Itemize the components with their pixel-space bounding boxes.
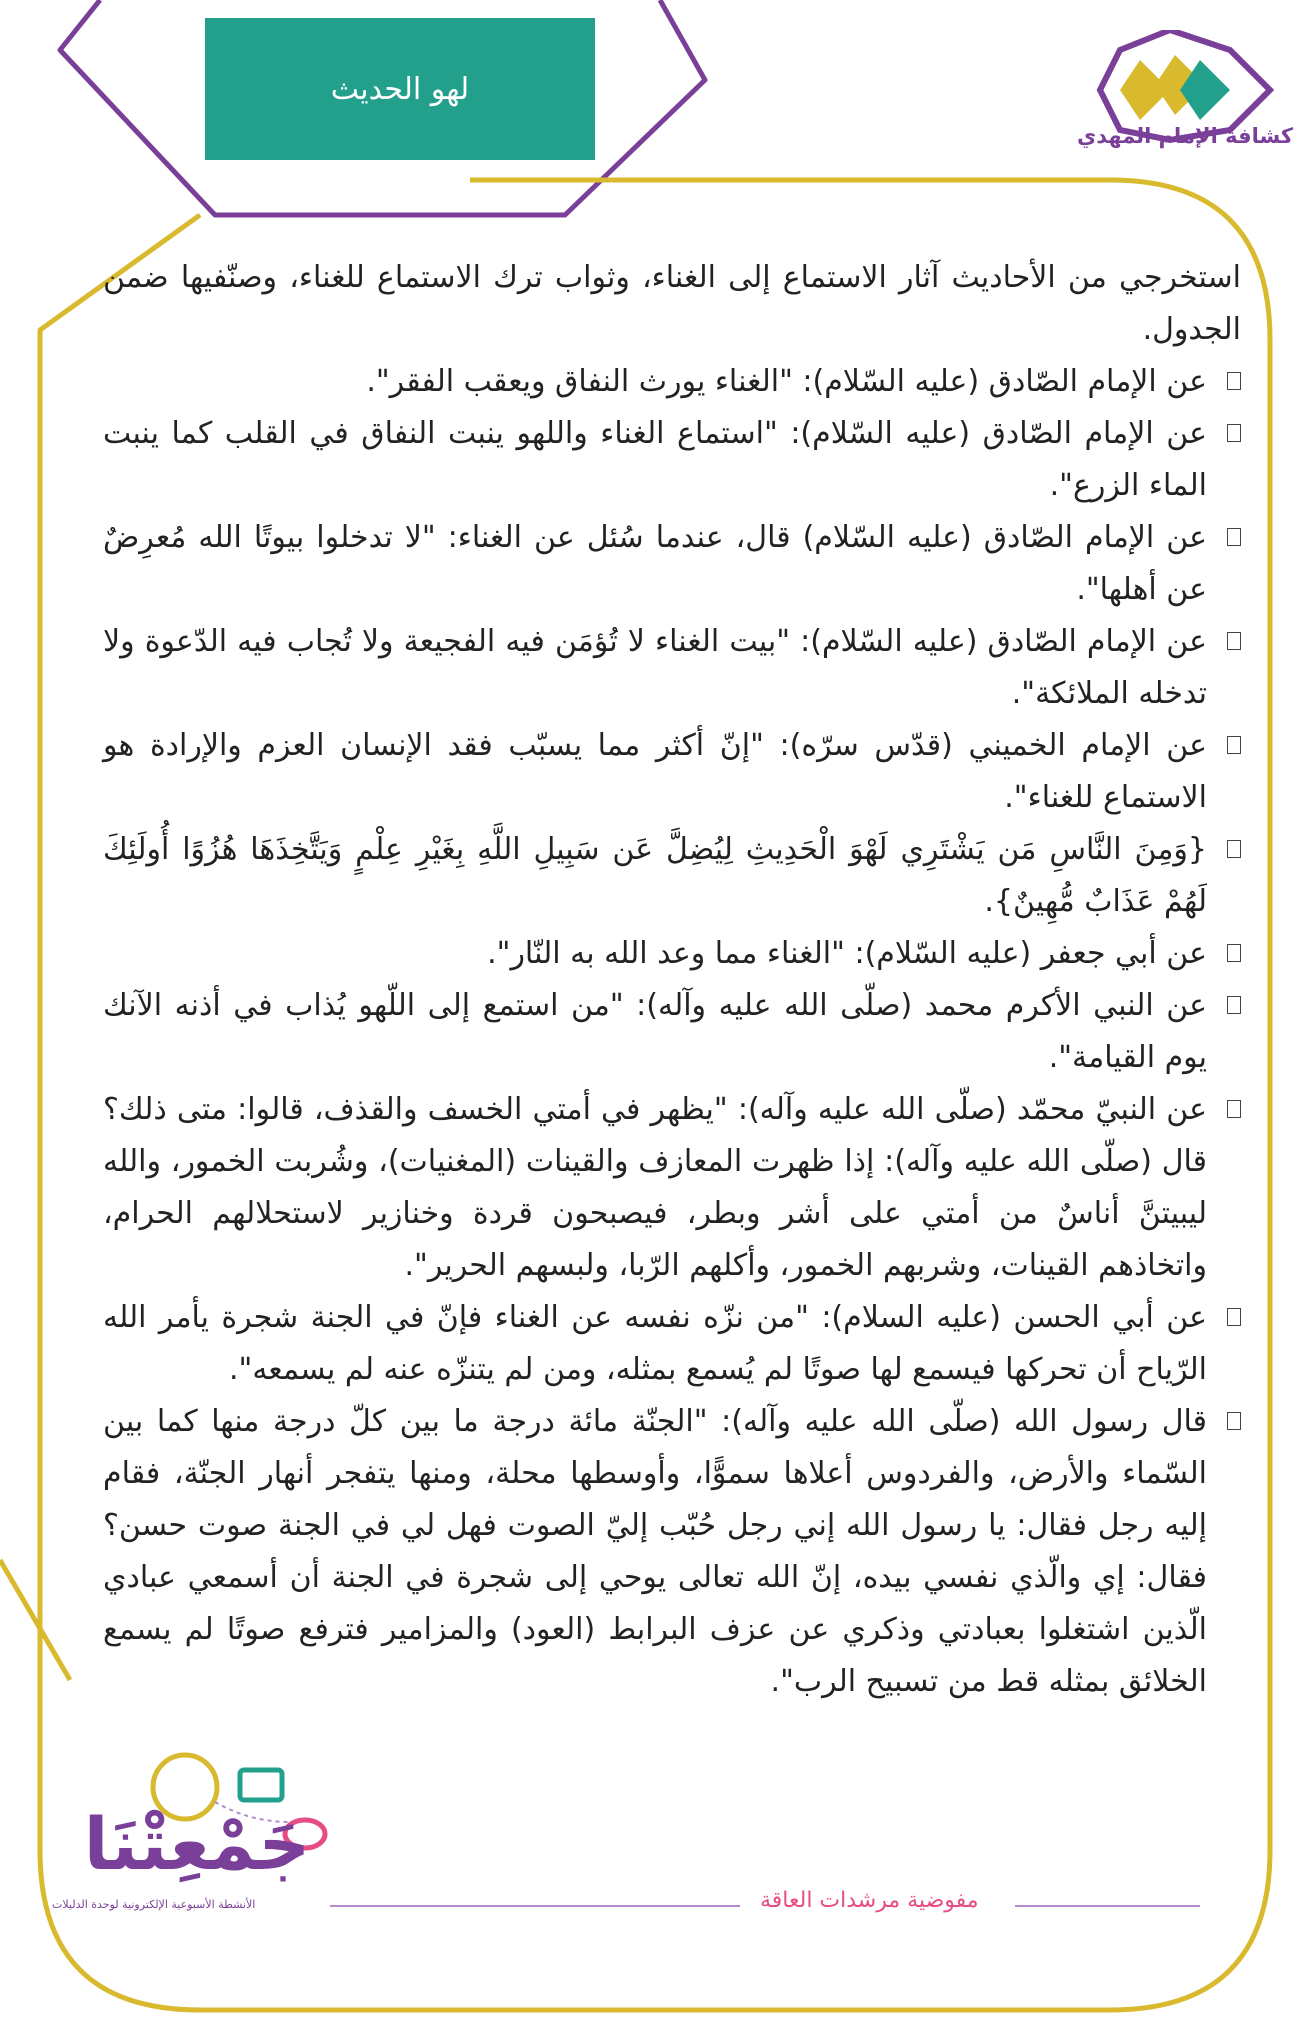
hadith-list: [103, 356, 1241, 1708]
bullet-box-icon: [1227, 1308, 1241, 1326]
list-item: عن الإمام الصّادق (عليه السّلام): "استماع الغناء واللهو ينبت النفاق في القلب كما ينبت الماء الزرع".: [103, 408, 1241, 512]
bullet-box-icon: [1227, 528, 1241, 546]
list-item: عن النبي الأكرم محمد (صلّى الله عليه وآله): "من استمع إلى اللّهو يُذاب في أذنه الآنك يوم القيامة".: [103, 980, 1241, 1084]
brand-subtitle: الأنشطة الأسبوعية الإلكترونية لوحدة الدليلات: [52, 1898, 256, 1911]
bullet-box-icon: [1227, 840, 1241, 858]
list-item: عن أبي الحسن (عليه السلام): "من نزّه نفسه عن الغناء فإنّ في الجنة شجرة يأمر الله الرّياح أن تحركها فيسمع لها صوتًا لم يُسمع بمثله، ومن لم يتنزّه عنه لم يسمعه".: [103, 1292, 1241, 1396]
bullet-box-icon: [1227, 736, 1241, 754]
page-title: لهو الحديث: [205, 18, 595, 160]
list-item: قال رسول الله (صلّى الله عليه وآله): "الجنّة مائة درجة ما بين كلّ درجة منها كما بين السّماء والأرض، والفردوس أعلاها سموًّا، وأوسطها محلة، ومنها يتفجر أنهار الجنّة، فقام إليه رجل فقال: يا رسول الله إني رجل حُبّب إليّ الصوت فهل لي في الجنة صوت حسن؟ فقال: إي والّذي نفسي بيده، إنّ الله تعالى يوحي إلى شجرة في الجنة أن أسمعي عبادي الّذين اشتغلوا بعبادتي وذكري عن عزف البرابط (العود) والمزامير فترفع صوتًا لم يسمع الخلائق بمثله قط من تسبيح الرب".: [103, 1396, 1241, 1708]
bullet-box-icon: [1227, 1412, 1241, 1430]
bullet-box-icon: [1227, 424, 1241, 442]
intro-paragraph: استخرجي من الأحاديث آثار الاستماع إلى الغناء، وثواب ترك الاستماع للغناء، وصنّفيها ضمن الجدول.: [103, 260, 1241, 347]
footer-credit: مفوضية مرشدات العاقة: [760, 1888, 979, 1913]
list-item: عن الإمام الصّادق (عليه السّلام): "بيت الغناء لا تُؤمَن فيه الفجيعة ولا تُجاب فيه الدّعوة ولا تدخله الملائكة".: [103, 616, 1241, 720]
list-item: عن أبي جعفر (عليه السّلام): "الغناء مما وعد الله به النّار".: [103, 928, 1241, 980]
list-item: عن النبيّ محمّد (صلّى الله عليه وآله): "يظهر في أمتي الخسف والقذف، قالوا: متى ذلك؟ قال (صلّى الله عليه وآله): إذا ظهرت المعازف والقينات (المغنيات)، وشُربت الخمور، والله ليبيتنَّ أناسٌ من أمتي على أشر وبطر، فيصبحون قردة وخنازير لاستحلالهم الحرام، واتخاذهم القينات، وشربهم الخمور، وأكلهم الرّبا، ولبسهم الحرير".: [103, 1084, 1241, 1292]
list-item: {وَمِنَ النَّاسِ مَن يَشْتَرِي لَهْوَ الْحَدِيثِ لِيُضِلَّ عَن سَبِيلِ اللَّهِ بِغَيْرِ عِلْمٍ وَيَتَّخِذَهَا هُزُوًا أُولَئِكَ لَهُمْ عَذَابٌ مُّهِينٌ}.: [103, 824, 1241, 928]
logo-caption: كشافة الإمام المهدي: [1076, 124, 1294, 148]
footer-divider: [1015, 1905, 1200, 1907]
list-item: عن الإمام الخميني (قدّس سرّه): "إنّ أكثر مما يسبّب فقد الإنسان العزم والإرادة هو الاستماع للغناء".: [103, 720, 1241, 824]
bullet-box-icon: [1227, 632, 1241, 650]
list-item: عن الإمام الصّادق (عليه السّلام): "الغناء يورث النفاق ويعقب الفقر".: [103, 356, 1241, 408]
bullet-box-icon: [1227, 372, 1241, 390]
bullet-box-icon: [1227, 996, 1241, 1014]
list-item: عن الإمام الصّادق (عليه السّلام) قال، عندما سُئل عن الغناء: "لا تدخلوا بيوتًا الله مُعرِضٌ عن أهلها".: [103, 512, 1241, 616]
brand-logo: جَمْعِتْنَا: [83, 1802, 311, 1886]
footer-divider: [330, 1905, 740, 1907]
bullet-box-icon: [1227, 944, 1241, 962]
bullet-box-icon: [1227, 1100, 1241, 1118]
hadith-content: [103, 252, 1241, 1708]
